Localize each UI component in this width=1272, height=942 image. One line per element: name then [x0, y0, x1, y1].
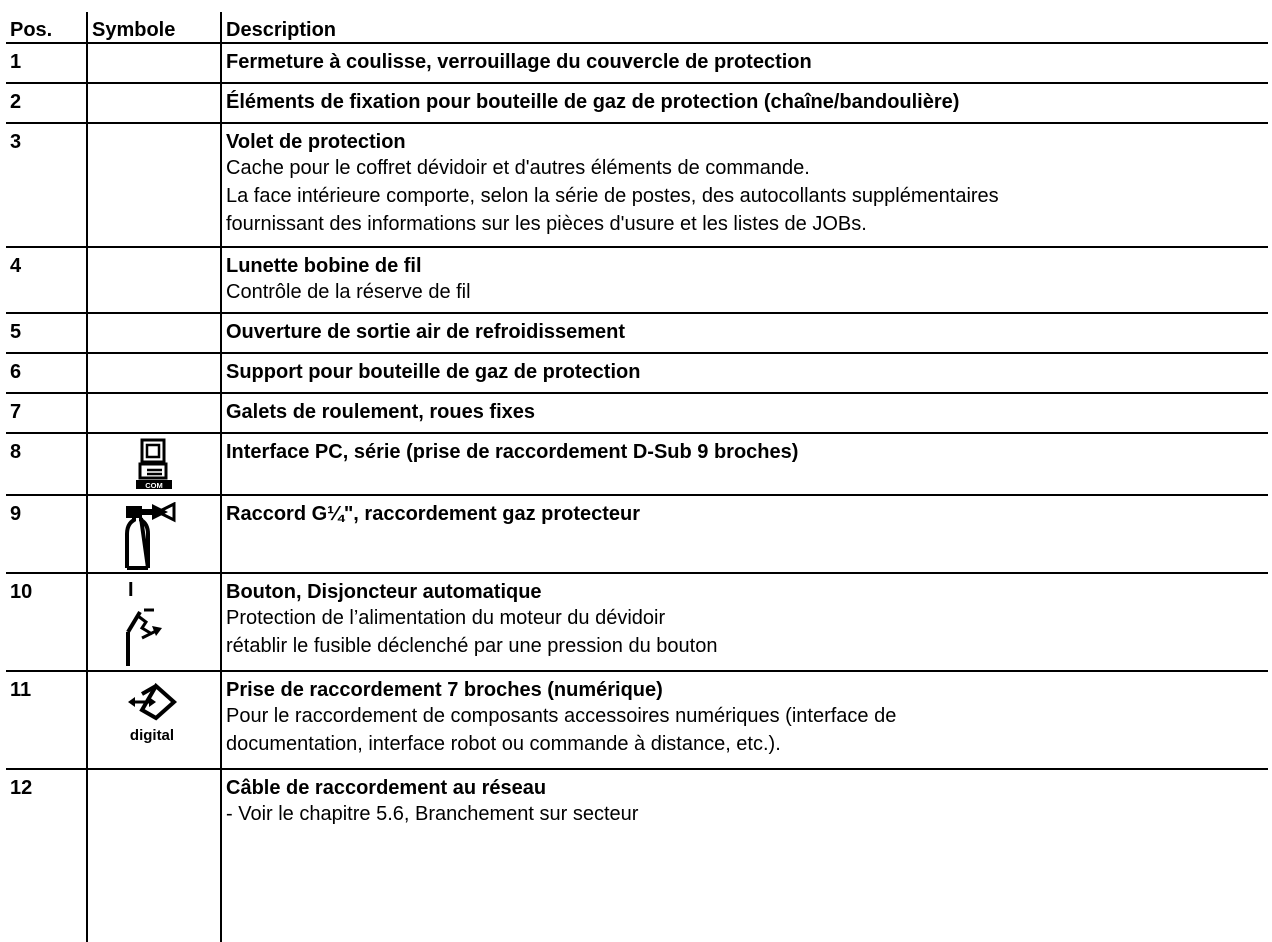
header-description: Description [220, 12, 1268, 42]
row-description-line: Protection de l’alimentation du moteur du dévidoir [226, 607, 666, 629]
gas-cylinder-valve-icon [122, 502, 184, 570]
table-row [6, 432, 1268, 494]
row-symbol-cell [86, 314, 220, 352]
table-row [6, 122, 1268, 246]
row-title: Éléments de fixation pour bouteille de gaz de protection (chaîne/bandoulière) [226, 91, 960, 113]
row-symbol-cell [86, 434, 220, 494]
row-pos: 6 [10, 361, 22, 383]
table-header-row [6, 12, 1268, 42]
pc-com-interface-icon [134, 438, 174, 490]
row-symbol-cell [86, 354, 220, 392]
table-row [6, 312, 1268, 352]
row-title: Fermeture à coulisse, verrouillage du couvercle de protection [226, 51, 812, 73]
circuit-breaker-icon [124, 576, 174, 668]
table-row [6, 392, 1268, 432]
row-symbol-cell [86, 496, 220, 572]
symbol-label: I [128, 579, 134, 601]
row-title: Volet de protection [226, 131, 406, 153]
row-symbol-cell [86, 672, 220, 768]
row-pos: 2 [10, 91, 22, 113]
row-description-line: - Voir le chapitre 5.6, Branchement sur secteur [226, 803, 639, 825]
row-description-line: fournissant des informations sur les pièces d'usure et les listes de JOBs. [226, 213, 867, 235]
row-title: Interface PC, série (prise de raccordement D-Sub 9 broches) [226, 441, 799, 463]
symbol-label: digital [129, 727, 175, 744]
row-description-line: documentation, interface robot ou commande à distance, etc.). [226, 733, 781, 755]
row-pos: 12 [10, 777, 33, 799]
row-symbol-cell [86, 44, 220, 82]
row-pos: 8 [10, 441, 22, 463]
row-pos: 3 [10, 131, 22, 153]
row-pos: 4 [10, 255, 22, 277]
table-row [6, 670, 1268, 768]
row-description-line: La face intérieure comporte, selon la série de postes, des autocollants supplémentaires [226, 185, 999, 207]
row-symbol-cell [86, 770, 220, 942]
row-title: Prise de raccordement 7 broches (numérique) [226, 679, 663, 701]
header-pos: Pos. [10, 19, 53, 41]
row-symbol-cell [86, 248, 220, 312]
table-row [6, 352, 1268, 392]
row-pos: 9 [10, 503, 22, 525]
table-row [6, 246, 1268, 312]
row-description-line: Cache pour le coffret dévidoir et d'autres éléments de commande. [226, 157, 810, 179]
row-title: Support pour bouteille de gaz de protection [226, 361, 641, 383]
row-description-line: Pour le raccordement de composants accessoires numériques (interface de [226, 705, 897, 727]
row-title: Câble de raccordement au réseau [226, 777, 547, 799]
header-symbol: Symbole [86, 12, 220, 42]
table-row [6, 82, 1268, 122]
row-title: Ouverture de sortie air de refroidissement [226, 321, 626, 343]
row-symbol-cell [86, 124, 220, 246]
row-symbol-cell [86, 84, 220, 122]
row-pos: 11 [10, 679, 32, 701]
row-pos: 1 [10, 51, 22, 73]
table-row [6, 572, 1268, 670]
row-description-line: rétablir le fusible déclenché par une pression du bouton [226, 635, 718, 657]
row-pos: 7 [10, 401, 22, 423]
row-pos: 10 [10, 581, 33, 603]
row-description-line: Contrôle de la réserve de fil [226, 281, 471, 303]
table-row [6, 42, 1268, 82]
symbol-label: COM [145, 481, 163, 490]
table-row [6, 494, 1268, 572]
row-title: Raccord G¼", raccordement gaz protecteur [226, 503, 641, 525]
row-title: Lunette bobine de fil [226, 255, 422, 277]
row-title: Galets de roulement, roues fixes [226, 401, 535, 423]
digital-connector-icon [118, 680, 186, 750]
row-title: Bouton, Disjoncteur automatique [226, 581, 542, 603]
table-row [6, 768, 1268, 942]
row-symbol-cell [86, 574, 220, 670]
row-symbol-cell [86, 394, 220, 432]
row-pos: 5 [10, 321, 22, 343]
